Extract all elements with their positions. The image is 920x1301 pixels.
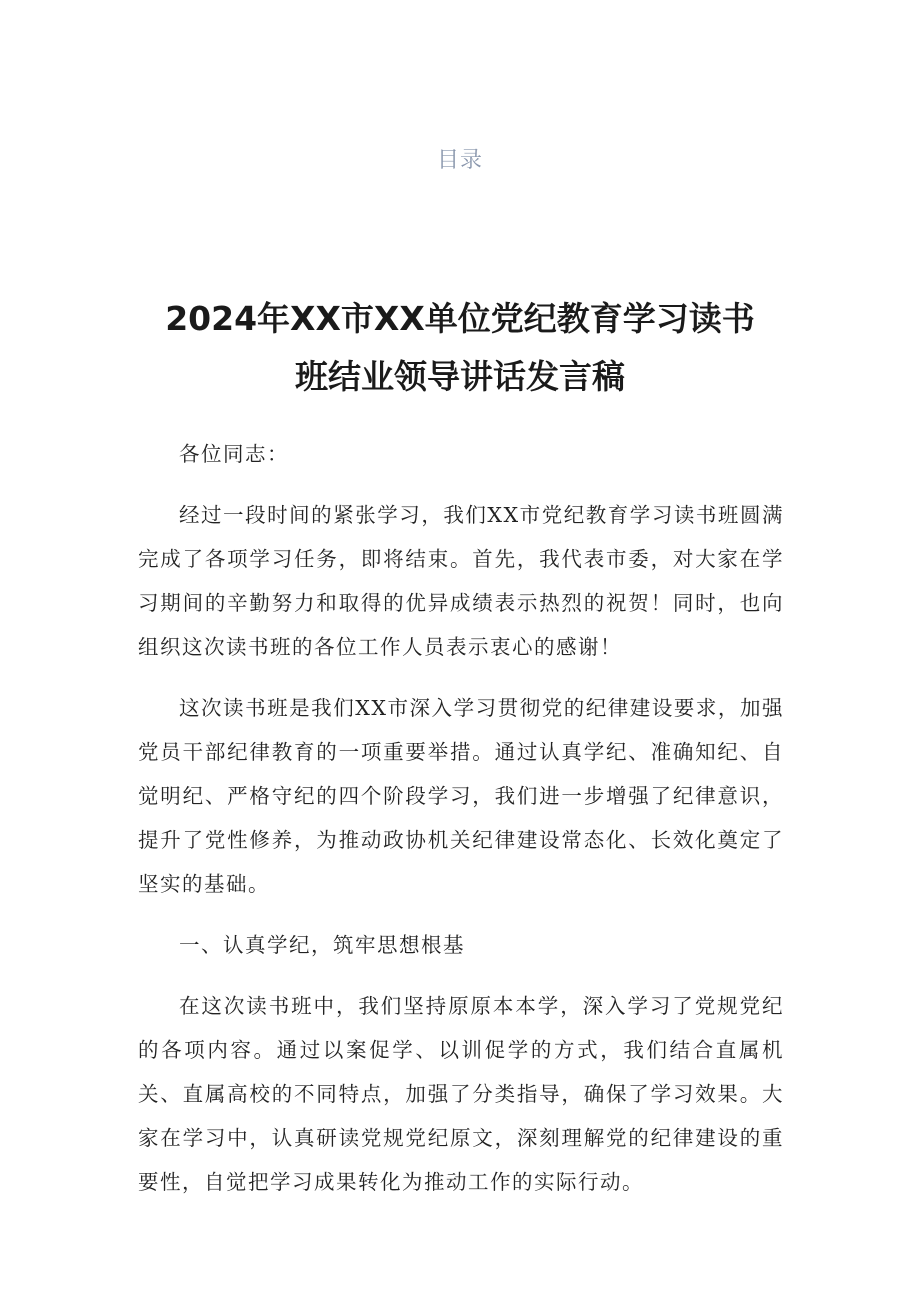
paragraph-1: 经过一段时间的紧张学习，我们XX市党纪教育学习读书班圆满完成了各项学习任务，即将结束。首先，我代表市委，对大家在学习期间的辛勤努力和取得的优异成绩表示热烈的祝贺！同时，也向组织这次读书班的各位工作人员表示衷心的感谢！: [138, 503, 784, 659]
title-line-2: 班结业领导讲话发言稿: [295, 357, 625, 396]
document-body: [138, 432, 784, 1221]
section-heading: 一、认真学纪，筑牢思想根基: [179, 933, 465, 957]
greeting: 各位同志：: [179, 442, 289, 466]
title-line-1: 2024年XX市XX单位党纪教育学习读书: [165, 299, 755, 338]
paragraph-2: 这次读书班是我们XX市深入学习贯彻党的纪律建设要求，加强党员干部纪律教育的一项重要举措。通过认真学纪、准确知纪、自觉明纪、严格守纪的四个阶段学习，我们进一步增强了纪律意识，提升了党性修养，为推动政协机关纪律建设常态化、长效化奠定了坚实的基础。: [138, 696, 784, 896]
document-title: [0, 290, 920, 406]
section-paragraph: 在这次读书班中，我们坚持原原本本学，深入学习了党规党纪的各项内容。通过以案促学、以训促学的方式，我们结合直属机关、直属高校的不同特点，加强了分类指导，确保了学习效果。大家在学习中，认真研读党规党纪原文，深刻理解党的纪律建设的重要性，自觉把学习成果转化为推动工作的实际行动。: [138, 994, 784, 1194]
toc-heading[interactable]: 目录: [436, 148, 483, 173]
